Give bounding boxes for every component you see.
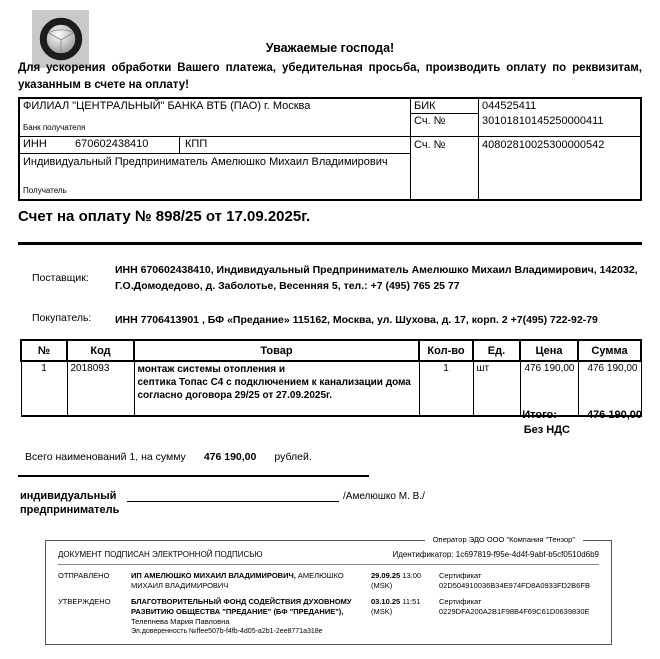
sent-party bbox=[131, 571, 371, 591]
bank-requisites-table bbox=[18, 97, 642, 201]
buyer-label: Покупатель: bbox=[32, 312, 92, 324]
approved-date: 03.10.25 bbox=[371, 597, 401, 606]
status-approved: УТВЕРЖДЕНО bbox=[58, 597, 111, 606]
item-description-line: монтаж системы отопления и bbox=[137, 364, 286, 375]
divider bbox=[20, 153, 410, 154]
vat-note: Без НДС bbox=[523, 424, 570, 436]
col-num: № bbox=[21, 340, 67, 361]
esignature-stamp bbox=[45, 535, 612, 645]
divider bbox=[18, 475, 369, 477]
bik-value: 044525411 bbox=[482, 100, 537, 112]
signer-name: /Амелюшко М. В./ bbox=[343, 491, 425, 502]
approved-party bbox=[131, 597, 371, 637]
kpp-label: КПП bbox=[185, 138, 208, 150]
summary-line bbox=[25, 451, 312, 463]
stamp-row-approved bbox=[46, 591, 611, 637]
invoice-title: Счет на оплату № 898/25 от 17.09.2025г. bbox=[18, 208, 311, 225]
signer-role: индивидуальный bbox=[20, 490, 117, 502]
stamp-row-sent bbox=[46, 565, 611, 591]
inn-value: 670602438410 bbox=[75, 138, 149, 150]
items-header-row bbox=[21, 340, 641, 361]
approved-datetime bbox=[371, 597, 439, 637]
col-product: Товар bbox=[134, 340, 419, 361]
col-price: Цена bbox=[520, 340, 578, 361]
col-qty: Кол-во bbox=[419, 340, 473, 361]
recipient-label: Получатель bbox=[23, 186, 67, 195]
summary-suffix: рублей. bbox=[274, 451, 312, 463]
approved-tz: (MSK) bbox=[371, 607, 393, 616]
payment-notice: Для ускорения обработки Вашего платежа, убедительная просьба, производить оплату по реквизитам, указанным в счете на оплату! bbox=[18, 62, 642, 91]
sphere-logo-icon bbox=[38, 16, 84, 62]
sent-party-name: ИП АМЕЛЮШКО МИХАИЛ ВЛАДИМИРОВИЧ, bbox=[131, 571, 296, 580]
sent-tz: (MSK) bbox=[371, 581, 393, 590]
col-unit: Ед. bbox=[473, 340, 520, 361]
total-value: 476 190,00 bbox=[586, 409, 642, 421]
item-price: 476 190,00 bbox=[520, 361, 578, 416]
status-sent: ОТПРАВЛЕНО bbox=[58, 571, 110, 580]
divider bbox=[20, 136, 640, 137]
signature-row bbox=[20, 489, 425, 502]
item-description-line: септика Топас С4 с подключением к канализации дома bbox=[137, 377, 411, 388]
stamp-header bbox=[46, 541, 611, 564]
supplier-row bbox=[32, 262, 642, 294]
divider bbox=[478, 99, 479, 199]
item-num: 1 bbox=[21, 361, 67, 416]
sent-certificate: Сертификат 02D504910036B34E974FD8A0933FD2B6FB bbox=[439, 571, 590, 590]
corr-account-label: Сч. № bbox=[414, 115, 446, 127]
total-label: Итого: bbox=[522, 409, 557, 421]
col-code: Код bbox=[67, 340, 134, 361]
approved-party-person: Телепнева Мария Павловна bbox=[131, 617, 230, 626]
table-row bbox=[21, 361, 641, 416]
summary-amount: 476 190,00 bbox=[203, 451, 257, 463]
inn-label: ИНН bbox=[23, 138, 47, 150]
totals-block bbox=[380, 409, 642, 436]
approved-time: 11:51 bbox=[402, 597, 421, 606]
item-code: 2018093 bbox=[67, 361, 134, 416]
divider bbox=[410, 99, 411, 199]
supplier-value: ИНН 670602438410, Индивидуальный Предприниматель Амелюшко Михаил Владимирович, 142032, Г.О.Домодедово, д. Заболотье, Весенняя 5, тел.: +7 (495) 765 25 77 bbox=[115, 264, 638, 292]
signed-title: ДОКУМЕНТ ПОДПИСАН ЭЛЕКТРОННОЙ ПОДПИСЬЮ bbox=[58, 550, 263, 559]
divider bbox=[18, 242, 642, 245]
summary-prefix: Всего наименований 1, на сумму bbox=[25, 451, 186, 463]
item-unit: шт bbox=[473, 361, 520, 416]
corr-account-value: 30101810145250000411 bbox=[482, 115, 604, 127]
item-description-line: согласно договора 29/25 от 27.09.2025г. bbox=[137, 390, 332, 401]
greeting-heading: Уважаемые господа! bbox=[265, 41, 395, 55]
recipient-name: Индивидуальный Предприниматель Амелюшко Михаил Владимирович bbox=[23, 156, 388, 168]
buyer-value: ИНН 7706413901 , БФ «Предание» 115162, Москва, ул. Шухова, д. 17, корп. 2 +7(495) 722-92-79 bbox=[115, 314, 598, 326]
settlement-account-value: 40802810025300000542 bbox=[482, 139, 605, 151]
settlement-account-label: Сч. № bbox=[414, 139, 446, 151]
divider bbox=[179, 137, 180, 153]
signature-line bbox=[127, 489, 339, 502]
identifier: Идентификатор: 1c697819-f95e-4d4f-9abf-b5cf0510d6b9 bbox=[392, 550, 599, 559]
approved-party-name: БЛАГОТВОРИТЕЛЬНЫЙ ФОНД СОДЕЙСТВИЯ ДУХОВНОМУ РАЗВИТИЮ ОБЩЕСТВА "ПРЕДАНИЕ" (БФ "ПРЕДАНИЕ"), bbox=[131, 597, 352, 616]
signer-role-line2: предприниматель bbox=[20, 504, 120, 516]
sent-party-person: АМЕЛЮШКО МИХАИЛ ВЛАДИМИРОВИЧ bbox=[131, 571, 344, 590]
item-description bbox=[134, 361, 419, 416]
payee-bank-name: ФИЛИАЛ "ЦЕНТРАЛЬНЫЙ" БАНКА ВТБ (ПАО) г. Москва bbox=[23, 100, 311, 112]
sent-datetime bbox=[371, 571, 439, 591]
col-sum: Сумма bbox=[578, 340, 641, 361]
item-qty: 1 bbox=[419, 361, 473, 416]
approved-certificate: Сертификат 0229DFA200A2B1F98B4F69C61D0639830E bbox=[439, 597, 590, 616]
item-sum: 476 190,00 bbox=[578, 361, 641, 416]
sent-date: 29.09.25 bbox=[371, 571, 401, 580]
bik-label: БИК bbox=[414, 100, 436, 112]
divider bbox=[410, 113, 478, 114]
buyer-row bbox=[32, 312, 642, 328]
items-table bbox=[20, 339, 642, 417]
sent-time: 13:00 bbox=[402, 571, 422, 580]
edo-operator: Оператор ЭДО ООО "Компания "Тензор" bbox=[425, 535, 583, 544]
supplier-label: Поставщик: bbox=[32, 272, 89, 284]
payee-bank-label: Банк получателя bbox=[23, 123, 86, 132]
power-of-attorney: Эл.доверенность №ffee507b-f4fb-4d05-a2b1-2ee8771a318e bbox=[131, 628, 323, 635]
